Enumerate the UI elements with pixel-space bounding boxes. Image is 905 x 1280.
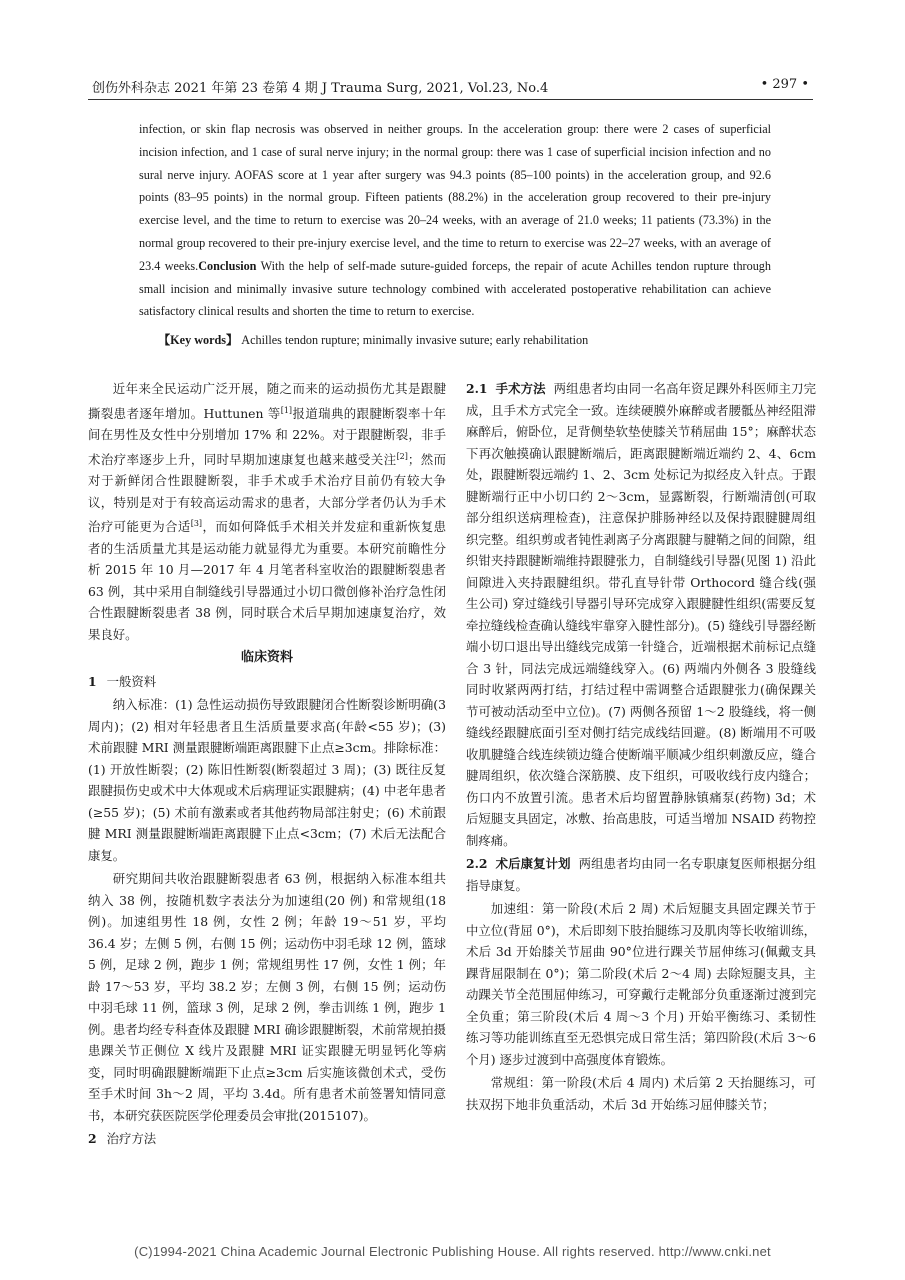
rehab-plan-paragraph <box>466 853 816 896</box>
surgery-paragraph <box>466 378 816 851</box>
intro-text-a: 近年来全民运动广泛开展，随之而来的运动损伤尤其是跟腱撕裂患者逐年增加。Huttunen 等 <box>88 381 446 421</box>
section-2-1-number: 2.1 <box>466 381 488 396</box>
section-2-number: 2 <box>88 1131 97 1147</box>
section-1-heading <box>88 671 446 693</box>
rehab-plan-text: 两组患者均由同一名专职康复医师根据分组指导康复。 <box>466 856 817 893</box>
keywords-label: 【Key words】 <box>158 333 239 347</box>
english-abstract <box>139 118 771 323</box>
section-1-title: 一般资料 <box>106 673 157 689</box>
intro-paragraph <box>88 378 446 645</box>
citation-3: [3] <box>190 519 203 529</box>
running-header-journal: 创伤外科杂志 2021 年第 23 卷第 4 期 J Trauma Surg, 2021, Vol.23, No.4 <box>92 81 549 96</box>
page-number: • 297 • <box>760 77 809 92</box>
keywords-line <box>158 331 588 348</box>
right-column <box>466 378 816 1117</box>
abstract-text-1: infection, or skin flap necrosis was observed in neither groups. In the acceleration group: there were 2 cases of superficial incision infection, and 1 case of sural nerve injury; in the normal group: there was 1 case of superficial incision infection and no sural nerve injury. AOFAS score at 1 year after surgery was 94.3 points (85–100 points) in the acceleration group, and 92.6 points (83–95 points) in the normal group. Fifteen patients (88.2%) in the acceleration group recovered to their pre-injury exercise level, and the time to return to exercise was 20–24 weeks, with an average of 21.0 weeks; 11 patients (73.3%) in the normal group recovered to their pre-injury exercise level, and the time to return to exercise was 22–27 weeks, with an average of 23.4 weeks. <box>139 122 771 273</box>
acceleration-group-paragraph: 加速组：第一阶段(术后 2 周) 术后短腿支具固定踝关节于中立位(背屈 0°)，术后即刻下肢抬腿练习及肌肉等长收缩训练，术后 3d 开始膝关节屈曲 90°位进行踝关节屈伸练习(佩戴支具踝背屈限制在 0°)；第二阶段(术后 2～4 周) 去除短腿支具，主动踝关节全范围屈伸练习，可穿戴行走靴部分负重逐渐过渡到完全负重；第三阶段(术后 4 周～3 个月) 开始平衡练习、柔韧性练习等功能训练直至无恐惧完成日常生活；第四阶段(术后 3～6 个月) 逐步过渡到中高强度体育锻炼。 <box>466 901 816 1067</box>
normal-group-paragraph: 常规组：第一阶段(术后 4 周内) 术后第 2 天抬腿练习，可扶双拐下地非负重活动，术后 3d 开始练习屈伸膝关节； <box>466 1075 816 1112</box>
section-2-1-title: 手术方法 <box>495 381 546 396</box>
header-divider <box>88 99 813 100</box>
intro-text-b: 报道瑞典的跟腱断裂率十年间在男性及女性中分别增加 17% 和 22%。对于跟腱断裂，非手术治疗率逐步上升，同时早期加速康复也越来越受关注 <box>88 405 447 467</box>
intro-text-c: ；然而对于新鲜闭合性跟腱断裂，非手术或手术治疗目前仍有较大争议，特别是对于有较高运动需求的患者，大部分学者仍认为手术治疗可能更为合适 <box>88 451 447 535</box>
section-2-2-number: 2.2 <box>466 856 488 871</box>
criteria-paragraph: 纳入标准：(1) 急性运动损伤导致跟腱闭合性断裂诊断明确(3 周内)；(2) 相对年轻患者且生活质量要求高(年龄<55 岁)；(3) 术前跟腱 MRI 测量跟腱断端距离跟腱下止点≥3cm。排除标准：(1) 开放性断裂；(2) 陈旧性断裂(断裂超过 3 周)；(3) 既往反复跟腱损伤史或术中大体观或术后病理证实跟腱病；(4) 中老年患者(≥55 岁)；(5) 术前有激素或者其他药物局部注射史；(6) 术前跟腱 MRI 测量跟腱断端距离跟腱下止点<3cm；(7) 术后无法配合康复。 <box>88 697 446 863</box>
section-2-title: 治疗方法 <box>106 1131 157 1147</box>
patients-paragraph: 研究期间共收治跟腱断裂患者 63 例，根据纳入标准本组共纳入 38 例，按随机数字表法分为加速组(20 例) 和常规组(18 例)。加速组男性 18 例，女性 2 例；年龄 19～51 岁，平均 36.4 岁；左侧 5 例，右侧 15 例；运动伤中羽毛球 12 例，篮球 5 例，足球 2 例，跑步 1 例；常规组男性 17 例，女性 1 例；年龄 17～53 岁，平均 38.2 岁；左侧 3 例，右侧 15 例；运动伤中羽毛球 11 例，篮球 3 例，足球 2 例，拳击训练 1 例，跑步 1 例。患者均经专科查体及跟腱 MRI 确诊跟腱断裂，术前常规拍摄患踝关节正侧位 X 线片及跟腱 MRI 证实跟腱无明显钙化等病变，同时明确跟腱断端距下止点≥3cm 后实施该微创术式，受伤至手术时间 3h～2 周，平均 3.4d。所有患者术前签署知情同意书，本研究获医院医学伦理委员会审批(2015107)。 <box>88 871 446 1123</box>
section-heading-clinical-data: 临床资料 <box>240 650 293 666</box>
section-2-heading <box>88 1128 446 1150</box>
abstract-text-2: With the help of self-made suture-guided forceps, the repair of acute Achilles tendon rupture through small incision and minimally invasive suture technology combined with accelerated postoperative rehabilitation can achieve satisfactory clinical results and shorten the time to return to exercise. <box>139 258 771 319</box>
citation-2: [2] <box>396 451 408 461</box>
intro-text-d: ，而如何降低手术相关并发症和重新恢复患者的生活质量尤其是运动能力就显得尤为重要。本研究前瞻性分析 2015 年 10 月—2017 年 4 月笔者科室收治的跟腱断裂患者 63 例，其中采用自制缝线引导器通过小切口微创修补治疗急性闭合性跟腱断裂患者 38 例，同时联合术后早期加速康复治疗，效果良好。 <box>88 519 447 642</box>
section-2-2-title: 术后康复计划 <box>495 856 571 871</box>
keywords-text: Achilles tendon rupture; minimally invasive suture; early rehabilitation <box>238 333 589 347</box>
copyright-footer: (C)1994-2021 China Academic Journal Electronic Publishing House. All rights reserved. http://www.cnki.net <box>134 1244 771 1259</box>
citation-1: [1] <box>280 405 293 415</box>
surgery-text: 两组患者均由同一名高年资足踝外科医师主刀完成，且手术方式完全一致。连续硬膜外麻醉或者腰骶丛神经阻滞麻醉后，俯卧位，足背侧垫软垫使膝关节稍屈曲 15°；麻醉状态下再次触摸确认跟腱断端后，距离跟腱断端近端约 2、4、6cm 处，跟腱断裂远端约 1、2、3cm 处标记为拟经皮入针点。于跟腱断端行正中小切口约 2～3cm，显露断裂，行断端清创(可取部分组织送病理检查)，注意保护腓肠神经以及保持跟腱腱周组织完整。组织剪或者钝性剥离子分离跟腱与腱鞘之间的间隙，组织钳夹持跟腱断端维持跟腱张力，自制缝线引导器(见图 1) 沿此间隙进入夹持跟腱组织。带孔直导针带 Orthocord 缝合线(强生公司) 穿过缝线引导器引导环完成穿入跟腱腱性组织(需要反复牵拉缝线检查确认缝线牢靠穿入腱性部分)。(5) 缝线引导器经断端小切口退出导出缝线完成第一针缝合，近端根据术前标记点缝合 3 针，同法完成远端缝线穿入。(6) 两端内外侧各 3 股缝线同时收紧两两打结，打结过程中需调整合适跟腱张力(确保踝关节可被动活动至中立位)。(7) 两侧各预留 1～2 股缝线，将一侧缝线经跟腱底面引至对侧打结完成线结回避。(8) 断端用不可吸收肌腱缝合线连续锁边缝合使断端平顺减少组织刺激反应，缝合腱周组织，依次缝合深筋膜、皮下组织，可吸收线行皮内缝合；伤口内不放置引流。患者术后均留置静脉镇痛泵(药物) 3d；术后短腿支具固定，冰敷、抬高患肢，可适当增加 NSAID 药物控制疼痛。 <box>466 381 817 848</box>
conclusion-label: Conclusion <box>198 258 257 273</box>
section-1-number: 1 <box>88 673 97 689</box>
left-column <box>88 378 446 1152</box>
